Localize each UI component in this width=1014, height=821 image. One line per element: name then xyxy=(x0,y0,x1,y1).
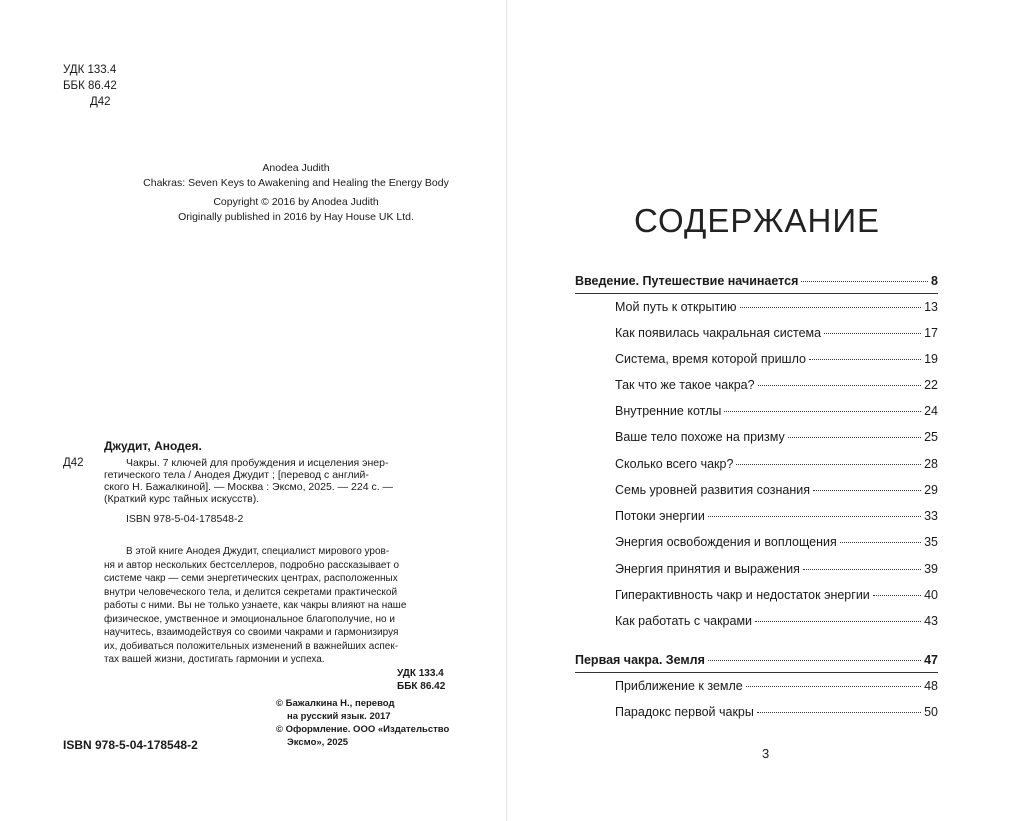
toc-entry-page: 35 xyxy=(924,535,938,549)
copyright-design: © Оформление. ООО «Издательство xyxy=(276,724,450,735)
toc-entry-label: Как появилась чакральная система xyxy=(615,326,822,340)
bib-code: Д42 xyxy=(63,457,84,469)
author-code: Д42 xyxy=(90,96,111,108)
annotation-line: физическое, умственное и эмоциональное благополучие, но и xyxy=(104,613,395,625)
annotation-line: работы с ними. Вы не только узнаете, как чакры влияют на наше xyxy=(104,600,407,611)
toc-title: СОДЕРЖАНИЕ xyxy=(633,202,881,239)
toc-entry-label: Потоки энергии xyxy=(615,509,705,523)
toc-entry-label: Введение. Путешествие начинается xyxy=(575,274,799,288)
udk-bottom: УДК 133.4 xyxy=(397,668,444,679)
bib-description xyxy=(104,457,450,525)
original-publisher: Originally published in 2016 by Hay House UK Ltd. xyxy=(178,211,414,223)
dot-leader xyxy=(824,333,921,334)
toc-entry-page: 39 xyxy=(924,562,938,576)
toc-entry[interactable] xyxy=(615,483,938,501)
toc-entry-label: Энергия принятия и выражения xyxy=(615,562,800,576)
dot-leader xyxy=(757,712,921,713)
toc-entry[interactable] xyxy=(615,457,938,475)
toc-entry-label: Ваше тело похоже на призму xyxy=(615,430,785,444)
toc-entry-page: 19 xyxy=(924,352,938,366)
original-author: Anodea Judith xyxy=(262,162,330,174)
copyright-translation: © Бажалкина Н., перевод xyxy=(276,698,395,709)
original-title: Chakras: Seven Keys to Awakening and Healing the Energy Body xyxy=(143,177,449,189)
toc-entry-page: 48 xyxy=(924,679,938,693)
toc-entry[interactable] xyxy=(615,614,938,632)
toc-entry-page: 40 xyxy=(924,588,938,602)
dot-leader xyxy=(758,385,922,386)
dot-leader xyxy=(803,569,921,570)
dot-leader xyxy=(740,307,922,308)
toc-entry[interactable] xyxy=(575,274,938,292)
bib-author: Джудит, Анодея. xyxy=(104,439,202,453)
toc-entry[interactable] xyxy=(615,535,938,553)
dot-leader xyxy=(801,281,928,282)
toc-entry-label: Парадокс первой чакры xyxy=(615,705,754,719)
toc-entry-label: Мой путь к открытию xyxy=(615,300,737,314)
dot-leader xyxy=(724,411,921,412)
toc-entry[interactable] xyxy=(615,430,938,448)
dot-leader xyxy=(708,516,921,517)
toc-entry-page: 50 xyxy=(924,705,938,719)
isbn-bottom: ISBN 978-5-04-178548-2 xyxy=(63,738,198,752)
left-page xyxy=(0,0,506,821)
copyright-original: Copyright © 2016 by Anodea Judith xyxy=(213,196,379,208)
toc-entry[interactable] xyxy=(615,326,938,344)
toc-entry-page: 17 xyxy=(924,326,938,340)
toc-entry-label: Внутренние котлы xyxy=(615,404,722,418)
right-page xyxy=(506,0,1014,821)
toc-entry[interactable] xyxy=(615,705,938,723)
bib-line: (Краткий курс тайных искусств). xyxy=(104,493,260,505)
toc-entry-label: Энергия освобождения и воплощения xyxy=(615,535,837,549)
toc-entry[interactable] xyxy=(615,378,938,396)
toc-separator xyxy=(575,293,938,294)
toc-entry-page: 13 xyxy=(924,300,938,314)
page-number: 3 xyxy=(762,746,770,761)
dot-leader xyxy=(813,490,921,491)
dot-leader xyxy=(708,660,921,661)
copyright-translation-2: на русский язык. 2017 xyxy=(287,711,391,722)
annotation-line: их, добиваться положительных изменений в важнейших аспек- xyxy=(104,640,399,652)
toc-entry-page: 43 xyxy=(924,614,938,628)
toc-entry-page: 8 xyxy=(931,274,938,288)
toc-entry-label: Приближение к земле xyxy=(615,679,743,693)
bib-isbn: ISBN 978-5-04-178548-2 xyxy=(126,513,244,525)
bbk-bottom: ББК 86.42 xyxy=(397,681,446,692)
toc-entry-label: Сколько всего чакр? xyxy=(615,457,734,471)
toc-entry-page: 25 xyxy=(924,430,938,444)
bib-line: ского Н. Бажалкиной]. — Москва : Эксмо, 2025. — 224 с. — xyxy=(104,481,394,493)
copyright-design-2: Эксмо», 2025 xyxy=(287,737,349,748)
toc-entry-page: 29 xyxy=(924,483,938,497)
toc-separator xyxy=(575,672,938,673)
annotation-line: тах вашей жизни, достигать гармонии и успеха. xyxy=(104,654,325,665)
annotation xyxy=(104,545,450,667)
toc-entry-label: Семь уровней развития сознания xyxy=(615,483,811,497)
toc-entry-page: 28 xyxy=(924,457,938,471)
toc-entry-page: 22 xyxy=(924,378,938,392)
annotation-line: научитесь, взаимодействуя со своими чакрами и гармонизируя xyxy=(104,627,399,638)
dot-leader xyxy=(788,437,921,438)
toc-entry-page: 33 xyxy=(924,509,938,523)
toc-entry[interactable] xyxy=(615,588,938,606)
dot-leader xyxy=(873,595,921,596)
toc-entry-page: 47 xyxy=(924,653,938,667)
toc-entry-label: Гиперактивность чакр и недостаток энергии xyxy=(615,588,870,602)
toc-entry-label: Так что же такое чакра? xyxy=(615,378,755,392)
udk: УДК 133.4 xyxy=(63,64,117,76)
annotation-line: ня и автор нескольких бестселлеров, подробно рассказывает о xyxy=(104,559,400,571)
dot-leader xyxy=(840,542,921,543)
toc-entry[interactable] xyxy=(575,653,938,671)
toc-entry[interactable] xyxy=(615,679,938,697)
toc-entry[interactable] xyxy=(615,509,938,527)
dot-leader xyxy=(736,464,921,465)
dot-leader xyxy=(755,621,921,622)
toc-entry-label: Первая чакра. Земля xyxy=(575,653,705,667)
annotation-line: внутри человеческого тела, и делится секретами практической xyxy=(104,586,398,598)
toc-entry[interactable] xyxy=(615,404,938,422)
toc-entry-page: 24 xyxy=(924,404,938,418)
bbk: ББК 86.42 xyxy=(63,80,117,92)
toc-entry[interactable] xyxy=(615,300,938,318)
toc-entry[interactable] xyxy=(615,562,938,580)
bib-line: гетического тела / Анодея Джудит ; [перевод с англий- xyxy=(104,469,369,481)
dot-leader xyxy=(746,686,921,687)
toc-entry-label: Система, время которой пришло xyxy=(615,352,806,366)
bib-line: Чакры. 7 ключей для пробуждения и исцеления энер- xyxy=(126,457,389,469)
toc-entry[interactable] xyxy=(615,352,938,370)
toc-entry-label: Как работать с чакрами xyxy=(615,614,753,628)
annotation-line: системе чакр — семи энергетических центрах, расположенных xyxy=(104,573,398,584)
annotation-line: В этой книге Анодея Джудит, специалист мирового уров- xyxy=(126,546,390,557)
dot-leader xyxy=(809,359,921,360)
